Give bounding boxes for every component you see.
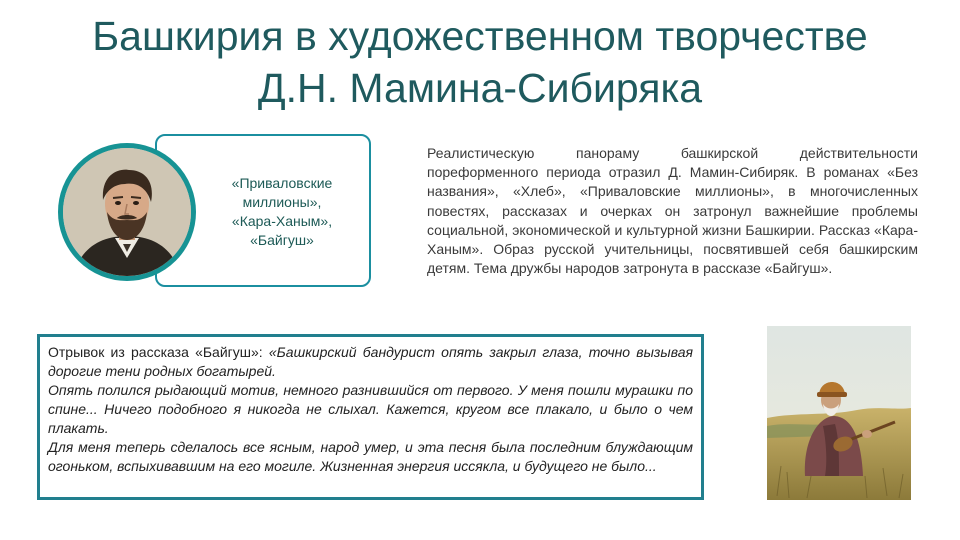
title-line-1: Башкирия в художественном творчестве xyxy=(92,13,868,59)
excerpt-quote-2: Опять полился рыдающий мотив, немного разнившийся от первого. У меня пошли мурашки по спине... Ничего подобного я никогда не слыхал. Кажется, кругом все плакало, и было о чем плакать. xyxy=(48,382,693,436)
works-item-privalovskie: «Приваловские миллионы», xyxy=(231,175,333,210)
excerpt-box xyxy=(37,334,704,500)
excerpt-quote-1: «Башкирский бандурист опять закрыл глаза, точно вызывая дорогие тени родных богатырей. xyxy=(48,344,693,379)
excerpt-paragraph-1 xyxy=(48,343,693,381)
title-line-2: Д.Н. Мамина-Сибиряка xyxy=(257,65,703,111)
description-paragraph: Реалистическую панораму башкирской действительности пореформенного периода отразил Д. Мамин-Сибиряк. В романах «Без названия», «Хлеб», «Приваловские миллионы», в многочисленных повестях, рассказах и очерках он затронул важнейшие проблемы социальной, экономической и культурной жизни Башкирии. Рассказ «Кара-Ханым». Образ русской учительницы, посвятившей себя башкирским детям. Тема дружбы народов затронута в рассказе «Байгуш». xyxy=(427,145,918,277)
works-item-baigush: «Байгуш» xyxy=(250,232,314,248)
excerpt-quote-3: Для меня теперь сделалось все ясным, народ умер, и эта песня была последним блуждающим огоньком, вспыхивавшим на его могиле. Жизненная энергия иссякла, и будущего не было... xyxy=(48,439,693,474)
page-title xyxy=(0,10,960,114)
works-list xyxy=(200,174,364,250)
writer-portrait xyxy=(58,143,196,281)
works-item-kara-khanym: «Кара-Ханым», xyxy=(231,213,333,229)
excerpt-intro: Отрывок из рассказа «Байгуш»: xyxy=(48,344,269,360)
bashkir-musician-painting xyxy=(767,326,911,500)
